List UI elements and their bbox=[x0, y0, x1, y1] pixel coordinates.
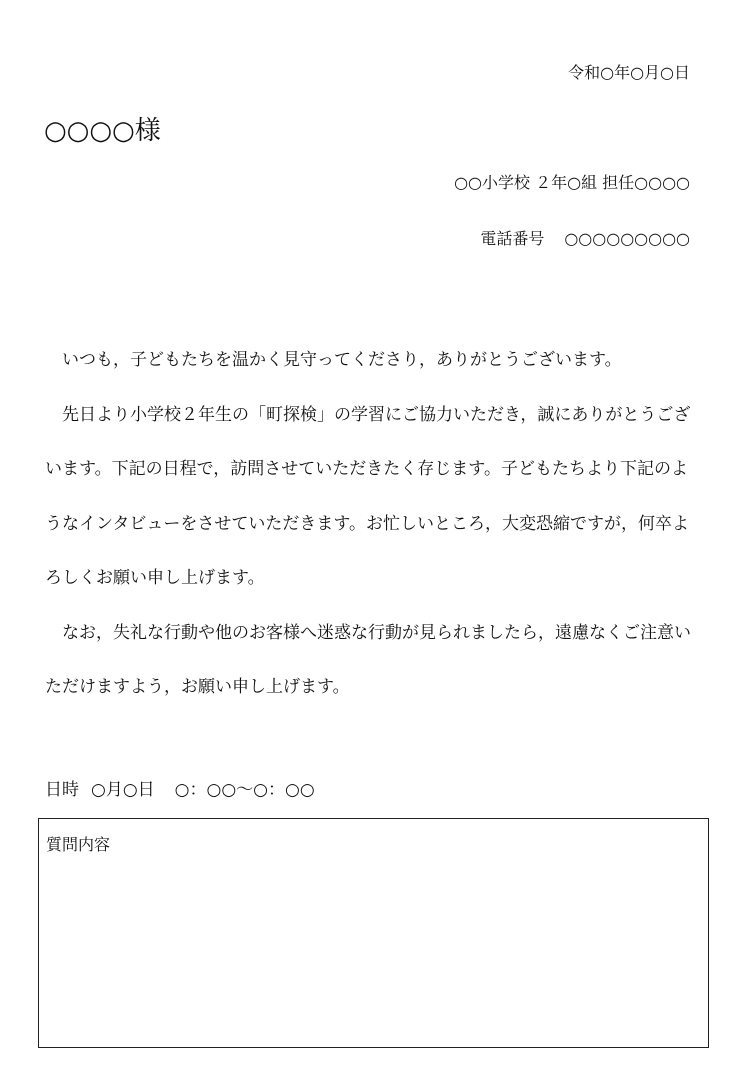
sender-info: ○○小学校 ２年○組 担任○○○○ bbox=[454, 173, 690, 192]
question-box bbox=[38, 818, 709, 1048]
schedule-label: 日時 bbox=[45, 780, 79, 800]
letter-body bbox=[45, 333, 695, 715]
body-paragraph-3: なお，失礼な行動や他のお客様へ迷惑な行動が見られましたら，遠慮なくご注意いただけますよう，お願い申し上げます。 bbox=[45, 622, 691, 697]
question-box-label: 質問内容 bbox=[46, 835, 111, 854]
letter-date: 令和○年○月○日 bbox=[568, 63, 690, 82]
phone-number: ○○○○○○○○○ bbox=[564, 229, 690, 248]
body-paragraph-2: 先日より小学校２年生の「町探検」の学習にご協力いただき，誠にありがとうございます。下記の日程で，訪問させていただきたく存じます。子どもたちより下記のようなインタビューをさせていただきます。お忙しいところ，大変恐縮ですが，何卒よろしくお願い申し上げます。 bbox=[45, 404, 691, 588]
schedule-time: ○：○○〜○：○○ bbox=[174, 780, 315, 800]
phone-line bbox=[480, 226, 690, 249]
body-paragraph-1: いつも，子どもたちを温かく見守ってくださり，ありがとうございます。 bbox=[62, 350, 622, 370]
recipient-name: ○○○○様 bbox=[44, 116, 161, 146]
phone-label: 電話番号 bbox=[480, 229, 545, 248]
schedule-date: ○月○日 bbox=[91, 780, 155, 800]
schedule-line bbox=[45, 775, 315, 800]
